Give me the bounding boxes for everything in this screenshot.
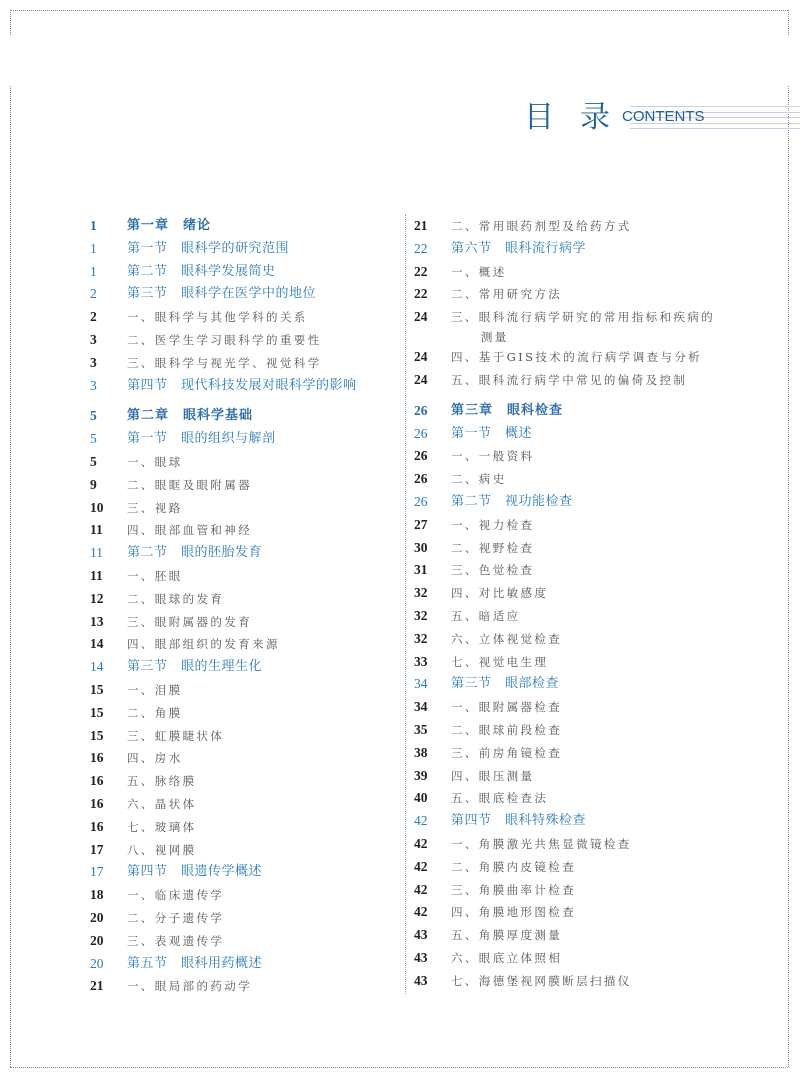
page-frame-bottom (10, 1067, 788, 1068)
entry-title: 五、眼底检查法 (451, 791, 549, 806)
toc-entry-item[interactable] (90, 306, 390, 329)
page-number: 10 (90, 499, 104, 515)
page-number: 43 (414, 927, 428, 943)
page-number: 32 (414, 630, 428, 646)
page-number: 34 (414, 676, 428, 692)
toc-entry-section[interactable] (414, 810, 734, 833)
toc-entry-item[interactable] (90, 679, 390, 702)
page-number: 24 (414, 309, 428, 325)
entry-title: 第四节 眼遗传学概述 (127, 864, 263, 880)
toc-entry-item[interactable] (90, 352, 390, 375)
page-number: 11 (90, 545, 103, 561)
page-number: 42 (414, 835, 428, 851)
toc-entry-item[interactable] (90, 839, 390, 862)
page-number: 17 (90, 864, 104, 880)
entry-title: 第一节 概述 (451, 425, 533, 441)
toc-entry-item[interactable] (414, 879, 734, 902)
entry-title: 五、角膜厚度测量 (451, 928, 563, 943)
toc-entry-item[interactable] (414, 947, 734, 970)
toc-entry-item[interactable] (90, 725, 390, 748)
page-number: 16 (90, 750, 104, 766)
page-number: 11 (90, 522, 103, 538)
toc-entry-item[interactable] (414, 261, 734, 284)
toc-entry-item[interactable] (90, 474, 390, 497)
entry-title-line-1: 三、眼科流行病学研究的常用指标和疾病的 (451, 310, 716, 325)
toc-entry-item[interactable] (90, 747, 390, 770)
toc-entry-chapter[interactable] (90, 405, 390, 428)
page-frame-left-upper (10, 10, 11, 35)
entry-title: 八、视网膜 (127, 842, 197, 857)
entry-title: 四、角膜地形图检查 (451, 905, 577, 920)
entry-title: 四、对比敏感度 (451, 586, 549, 601)
toc-entry-section[interactable] (90, 261, 390, 284)
page-number: 16 (90, 818, 104, 834)
toc-left-column (90, 215, 390, 998)
page-number: 22 (414, 263, 428, 279)
entry-title: 一、眼球 (127, 454, 183, 469)
entry-title: 二、眼球的发育 (127, 591, 225, 606)
entry-title: 第三章 眼科检查 (451, 402, 564, 418)
page-number: 2 (90, 286, 97, 302)
entry-title: 四、眼部血管和神经 (127, 523, 253, 538)
column-divider (405, 214, 406, 994)
entry-title: 二、视野检查 (451, 540, 535, 555)
toc-entry-item[interactable] (414, 696, 734, 719)
page-number: 18 (90, 887, 104, 903)
toc-entry-item[interactable] (414, 833, 734, 856)
toc-entry-item[interactable] (414, 651, 734, 674)
toc-entry-item[interactable] (90, 702, 390, 725)
page-number: 5 (90, 453, 97, 469)
page-number: 42 (414, 881, 428, 897)
toc-entry-item[interactable] (414, 901, 734, 924)
entry-title: 二、病史 (451, 472, 507, 487)
page-number: 26 (414, 448, 428, 464)
entry-title: 第二章 眼科学基础 (127, 408, 254, 424)
page-frame-right-upper (788, 10, 789, 35)
entry-title: 第三节 眼的生理生化 (127, 659, 263, 675)
entry-title: 第四节 现代科技发展对眼科学的影响 (127, 377, 357, 393)
entry-title: 第一节 眼的组织与解剖 (127, 431, 276, 447)
toc-entry-item[interactable] (90, 565, 390, 588)
page-number: 42 (414, 813, 428, 829)
entry-title: 六、立体视觉检查 (451, 631, 563, 646)
page-number: 12 (90, 590, 104, 606)
page-number: 20 (90, 909, 104, 925)
entry-title: 第二节 眼的胚胎发育 (127, 545, 263, 561)
page-number: 31 (414, 562, 428, 578)
toc-entry-item[interactable] (414, 559, 734, 582)
entry-title: 二、角膜 (127, 705, 183, 720)
entry-title: 六、眼底立体照相 (451, 950, 563, 965)
toc-entry-section[interactable] (414, 491, 734, 514)
page-number: 22 (414, 286, 428, 302)
page-number: 42 (414, 858, 428, 874)
page-number: 16 (90, 773, 104, 789)
toc-entry-item[interactable] (414, 537, 734, 560)
toc-entry-item[interactable] (90, 975, 390, 998)
page-frame-top (10, 10, 788, 11)
toc-entry-item[interactable] (414, 787, 734, 810)
toc-entry-item[interactable] (414, 369, 734, 392)
entry-title: 三、前房角镜检查 (451, 745, 563, 760)
page-number: 1 (90, 263, 97, 279)
toc-entry-item[interactable] (414, 445, 734, 468)
toc-entry-item[interactable] (90, 907, 390, 930)
toc-entry-item[interactable] (90, 633, 390, 656)
entry-title: 三、眼附属器的发育 (127, 614, 253, 629)
toc-entry-section[interactable] (90, 283, 390, 306)
toc-entry-item[interactable] (414, 856, 734, 879)
entry-title: 第三节 眼部检查 (451, 676, 560, 692)
toc-entry-item[interactable] (90, 497, 390, 520)
page-number: 15 (90, 681, 104, 697)
toc-entry-item[interactable] (414, 514, 734, 537)
page-number: 22 (414, 240, 428, 256)
page-number: 35 (414, 721, 428, 737)
page-number: 3 (90, 354, 97, 370)
entry-title: 四、眼压测量 (451, 768, 535, 783)
toc-entry-item[interactable] (90, 588, 390, 611)
page-number: 26 (414, 471, 428, 487)
page-number: 26 (414, 493, 428, 509)
toc-entry-item[interactable] (414, 582, 734, 605)
toc-entry-item[interactable] (90, 611, 390, 634)
toc-entry-section[interactable] (414, 673, 734, 696)
page-number: 20 (90, 955, 104, 971)
toc-entry-section[interactable] (90, 861, 390, 884)
page-number: 21 (90, 978, 104, 994)
entry-title: 第一节 眼科学的研究范围 (127, 240, 290, 256)
title-english: CONTENTS (622, 108, 705, 125)
page-number: 17 (90, 841, 104, 857)
page-number: 15 (90, 704, 104, 720)
entry-title: 第四节 眼科特殊检查 (451, 813, 587, 829)
entry-title: 第六节 眼科流行病学 (451, 240, 587, 256)
toc-entry-section[interactable] (90, 656, 390, 679)
entry-title: 二、眼眶及眼附属器 (127, 477, 253, 492)
page-number: 21 (414, 218, 428, 233)
toc-entry-item[interactable] (414, 605, 734, 628)
entry-title: 五、眼科流行病学中常见的偏倚及控制 (451, 372, 688, 387)
entry-title: 四、房水 (127, 751, 183, 766)
entry-title: 一、胚眼 (127, 568, 183, 583)
entry-title: 一、角膜激光共焦显微镜检查 (451, 836, 632, 851)
toc-entry-item[interactable] (414, 468, 734, 491)
page-number: 3 (90, 331, 97, 347)
toc-entry-item[interactable] (90, 519, 390, 542)
entry-title: 第五节 眼科用药概述 (127, 955, 263, 971)
page-number: 2 (90, 309, 97, 325)
page-number: 15 (90, 727, 104, 743)
entry-title: 一、眼局部的药动学 (127, 979, 253, 994)
entry-title: 二、分子遗传学 (127, 910, 225, 925)
entry-title: 五、暗适应 (451, 608, 521, 623)
entry-title: 第二节 视功能检查 (451, 493, 573, 509)
page-number: 5 (90, 431, 97, 447)
entry-title: 一、眼附属器检查 (451, 700, 563, 715)
page-number: 42 (414, 904, 428, 920)
page-number: 32 (414, 607, 428, 623)
toc-entry-item[interactable] (90, 816, 390, 839)
entry-title: 七、玻璃体 (127, 819, 197, 834)
page-number: 20 (90, 932, 104, 948)
entry-title: 七、视觉电生理 (451, 654, 549, 669)
toc-entry-section[interactable] (90, 542, 390, 565)
page-number: 40 (414, 790, 428, 806)
toc-entry-section[interactable] (90, 428, 390, 451)
page-number: 14 (90, 636, 104, 652)
entry-title: 六、晶状体 (127, 796, 197, 811)
page-number: 5 (90, 408, 97, 424)
page-number: 33 (414, 653, 428, 669)
page-number: 43 (414, 972, 428, 988)
toc-entry-item[interactable] (414, 306, 734, 346)
entry-title: 三、表观遗传学 (127, 933, 225, 948)
entry-title: 一、眼科学与其他学科的关系 (127, 310, 308, 325)
toc-entry-item[interactable] (414, 628, 734, 651)
page-number: 27 (414, 516, 428, 532)
entry-title: 二、眼球前段检查 (451, 722, 563, 737)
toc-entry-section[interactable] (90, 375, 390, 398)
page-number: 3 (90, 377, 97, 393)
page-frame-right (788, 86, 789, 1067)
entry-title: 一、概述 (451, 264, 507, 279)
page-number: 1 (90, 218, 97, 233)
toc-entry-item[interactable] (414, 970, 734, 993)
page-number: 24 (414, 349, 428, 365)
toc-entry-section[interactable] (90, 238, 390, 261)
toc-entry-section[interactable] (90, 953, 390, 976)
page-number: 14 (90, 659, 104, 675)
entry-title: 二、常用研究方法 (451, 287, 563, 302)
page-number: 39 (414, 767, 428, 783)
toc-entry-item[interactable] (414, 283, 734, 306)
entry-title: 三、眼科学与视光学、视觉科学 (127, 355, 322, 370)
page-number: 43 (414, 949, 428, 965)
entry-title: 第二节 眼科学发展简史 (127, 263, 276, 279)
toc-entry-chapter[interactable] (414, 400, 734, 423)
page-number: 16 (90, 795, 104, 811)
entry-title: 四、基于GIS技术的流行病学调查与分析 (451, 350, 703, 365)
entry-title: 二、常用眼药剂型及给药方式 (451, 219, 632, 233)
entry-title: 第三节 眼科学在医学中的地位 (127, 286, 317, 302)
page-number: 34 (414, 699, 428, 715)
entry-title: 四、眼部组织的发育来源 (127, 637, 280, 652)
toc-entry-chapter[interactable] (90, 215, 390, 238)
entry-title: 一、临床遗传学 (127, 888, 225, 903)
page-number: 30 (414, 539, 428, 555)
entry-title: 二、医学生学习眼科学的重要性 (127, 332, 322, 347)
toc-entry-item[interactable] (90, 770, 390, 793)
toc-entry-item[interactable] (90, 884, 390, 907)
page-number: 38 (414, 744, 428, 760)
page-number: 26 (414, 402, 428, 418)
toc-entry-item[interactable] (90, 793, 390, 816)
page-number: 24 (414, 371, 428, 387)
page-number: 11 (90, 567, 103, 583)
page-number: 26 (414, 425, 428, 441)
entry-title: 一、视力检查 (451, 517, 535, 532)
page-number: 1 (90, 240, 97, 256)
toc-entry-item[interactable] (414, 719, 734, 742)
entry-title: 一、泪膜 (127, 682, 183, 697)
toc-entry-item[interactable] (414, 215, 734, 238)
page-number: 9 (90, 476, 97, 492)
toc-entry-section[interactable] (414, 423, 734, 446)
page-frame-left (10, 86, 11, 1067)
entry-title: 一、一般资料 (451, 449, 535, 464)
toc-entry-item[interactable] (414, 742, 734, 765)
entry-title: 二、角膜内皮镜检查 (451, 859, 577, 874)
entry-title: 第一章 绪论 (127, 218, 212, 233)
toc-entry-item[interactable] (90, 451, 390, 474)
page-number: 32 (414, 585, 428, 601)
toc-entry-item[interactable] (414, 765, 734, 788)
toc-entry-item[interactable] (414, 346, 734, 369)
toc-right-column (414, 215, 734, 993)
entry-title: 三、色觉检查 (451, 563, 535, 578)
toc-entry-item[interactable] (90, 329, 390, 352)
toc-entry-section[interactable] (414, 238, 734, 261)
page-number: 13 (90, 613, 104, 629)
entry-title: 三、视路 (127, 500, 183, 515)
title-chinese: 目录 (524, 100, 636, 135)
entry-title (451, 307, 715, 347)
toc-entry-item[interactable] (90, 930, 390, 953)
entry-title-line-2: 测量 (480, 330, 509, 345)
entry-title: 三、虹膜睫状体 (127, 728, 225, 743)
entry-title: 七、海德堡视网膜断层扫描仪 (451, 973, 632, 988)
entry-title: 五、脉络膜 (127, 774, 197, 789)
entry-title: 三、角膜曲率计检查 (451, 882, 577, 897)
toc-entry-item[interactable] (414, 924, 734, 947)
